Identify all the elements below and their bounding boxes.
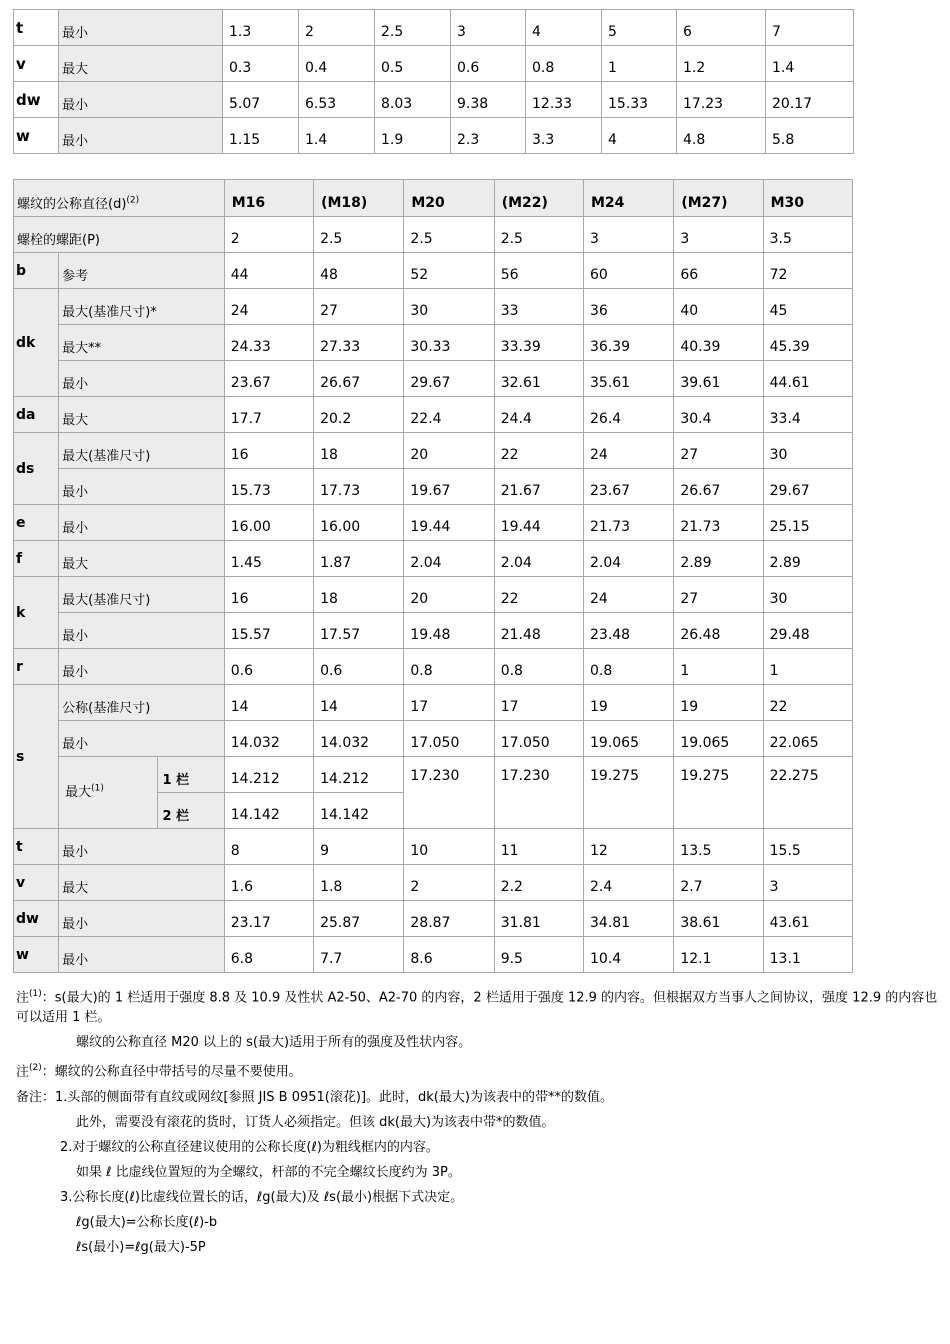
top-row-t xyxy=(14,10,854,46)
row-label: 最小 xyxy=(59,469,225,505)
value-cell: 17.230 xyxy=(494,757,583,829)
pitch-value: 3 xyxy=(674,217,763,253)
row-symbol: s xyxy=(14,685,59,829)
value-cell: 17.73 xyxy=(314,469,404,505)
row-symbol: w xyxy=(14,937,59,973)
value-cell: 0.3 xyxy=(223,46,299,82)
remark-3: 3.公称长度(ℓ)比虚线位置长的话，ℓg(最大)及 ℓs(最小)根据下式决定。 xyxy=(60,1189,464,1205)
value-cell: 7 xyxy=(766,10,854,46)
value-cell: 17.57 xyxy=(314,613,404,649)
row-label: 最小 xyxy=(59,721,225,757)
value-cell: 2.04 xyxy=(584,541,674,577)
value-cell: 52 xyxy=(404,253,494,289)
value-cell: 21.73 xyxy=(674,505,763,541)
pitch-value: 2 xyxy=(224,217,313,253)
value-cell: 16 xyxy=(224,433,313,469)
value-cell: 30 xyxy=(763,433,852,469)
row-label: 最小 xyxy=(59,361,225,397)
row-label: 最小 xyxy=(59,829,225,865)
value-cell: 29.67 xyxy=(763,469,852,505)
formula-lg: ℓg(最大)=公称长度(ℓ)-b xyxy=(76,1214,218,1230)
value-cell: 19.275 xyxy=(584,757,674,829)
row-label: 最大 xyxy=(59,541,225,577)
value-cell: 17.050 xyxy=(494,721,583,757)
row-v xyxy=(14,865,853,901)
value-cell: 10.4 xyxy=(584,937,674,973)
value-cell: 28.87 xyxy=(404,901,494,937)
notes-section xyxy=(16,984,941,1258)
top-dimension-table xyxy=(13,9,854,154)
note-prefix: 注 xyxy=(16,1064,30,1080)
value-cell: 15.33 xyxy=(602,82,677,118)
value-cell: 2.89 xyxy=(674,541,763,577)
value-cell: 40.39 xyxy=(674,325,763,361)
value-cell: 66 xyxy=(674,253,763,289)
note-2 xyxy=(16,1058,941,1082)
note-mark: (2) xyxy=(29,1063,42,1074)
value-cell: 3.3 xyxy=(526,118,602,154)
value-cell: 27 xyxy=(674,433,763,469)
value-cell: 13.5 xyxy=(674,829,763,865)
size-header: (M18) xyxy=(314,180,404,217)
value-cell: 15.5 xyxy=(763,829,852,865)
row-symbol: w xyxy=(14,118,59,154)
value-cell: 20 xyxy=(404,433,494,469)
value-cell: 0.8 xyxy=(494,649,583,685)
row-symbol: e xyxy=(14,505,59,541)
value-cell: 23.67 xyxy=(224,361,313,397)
value-cell: 25.87 xyxy=(314,901,404,937)
value-cell: 2.04 xyxy=(404,541,494,577)
s-max-label xyxy=(59,757,157,829)
pitch-value: 3.5 xyxy=(763,217,852,253)
value-cell: 30.33 xyxy=(404,325,494,361)
note-1-sub: 螺纹的公称直径 M20 以上的 s(最大)适用于所有的强度及性状内容。 xyxy=(76,1035,472,1051)
value-cell: 30 xyxy=(763,577,852,613)
value-cell: 40 xyxy=(674,289,763,325)
remark-1 xyxy=(16,1088,941,1108)
row-symbol: t xyxy=(14,10,59,46)
size-header: (M27) xyxy=(674,180,763,217)
row-label: 最小 xyxy=(59,82,223,118)
value-cell: 44.61 xyxy=(763,361,852,397)
value-cell: 35.61 xyxy=(584,361,674,397)
remark-text: 1.头部的侧面带有直纹或网纹[参照 JIS B 0951(滚花)]。此时，dk(最大)为该表中的带**的数值。 xyxy=(55,1089,613,1105)
value-cell: 22 xyxy=(494,577,583,613)
value-cell: 15.73 xyxy=(224,469,313,505)
value-cell: 2.3 xyxy=(451,118,526,154)
value-cell: 2.5 xyxy=(375,10,451,46)
pitch-value: 2.5 xyxy=(404,217,494,253)
value-cell: 19 xyxy=(584,685,674,721)
value-cell: 2.4 xyxy=(584,865,674,901)
value-cell: 36 xyxy=(584,289,674,325)
header-note-mark: (2) xyxy=(126,195,140,206)
value-cell: 14.142 xyxy=(314,793,404,829)
row-dk xyxy=(14,361,853,397)
row-f xyxy=(14,541,853,577)
value-cell: 72 xyxy=(763,253,852,289)
value-cell: 29.67 xyxy=(404,361,494,397)
row-label: 最小 xyxy=(59,118,223,154)
value-cell: 19.065 xyxy=(584,721,674,757)
row-ds xyxy=(14,433,853,469)
value-cell: 31.81 xyxy=(494,901,583,937)
row-label: 最小 xyxy=(59,649,225,685)
value-cell: 33.4 xyxy=(763,397,852,433)
row-k xyxy=(14,577,853,613)
value-cell: 2.2 xyxy=(494,865,583,901)
row-symbol: v xyxy=(14,46,59,82)
value-cell: 1.9 xyxy=(375,118,451,154)
value-cell: 27.33 xyxy=(314,325,404,361)
value-cell: 24 xyxy=(224,289,313,325)
pitch-value: 3 xyxy=(584,217,674,253)
value-cell: 1.8 xyxy=(314,865,404,901)
value-cell: 1.45 xyxy=(224,541,313,577)
value-cell: 19.44 xyxy=(494,505,583,541)
value-cell: 22.065 xyxy=(763,721,852,757)
value-cell: 39.61 xyxy=(674,361,763,397)
note-text: ：s(最大)的 1 栏适用于强度 8.8 及 10.9 及性状 A2-50、A2-70 的内容，2 栏适用于强度 12.9 的内容。但根据双方当事人之间协议，强度 12.9 的内容也可以适用 1 栏。 xyxy=(16,990,938,1026)
value-cell: 22.275 xyxy=(763,757,852,829)
value-cell: 5.8 xyxy=(766,118,854,154)
remarks-label: 备注： xyxy=(16,1089,56,1105)
value-cell: 20 xyxy=(404,577,494,613)
note-prefix: 注 xyxy=(16,990,30,1006)
value-cell: 14.032 xyxy=(224,721,313,757)
value-cell: 0.6 xyxy=(224,649,313,685)
top-row-v xyxy=(14,46,854,82)
value-cell: 16.00 xyxy=(224,505,313,541)
value-cell: 14.032 xyxy=(314,721,404,757)
value-cell: 14 xyxy=(224,685,313,721)
value-cell: 27 xyxy=(314,289,404,325)
value-cell: 5.07 xyxy=(223,82,299,118)
row-r xyxy=(14,649,853,685)
value-cell: 12 xyxy=(584,829,674,865)
value-cell: 32.61 xyxy=(494,361,583,397)
value-cell: 1 xyxy=(763,649,852,685)
row-symbol: f xyxy=(14,541,59,577)
value-cell: 17 xyxy=(404,685,494,721)
row-e xyxy=(14,505,853,541)
b-dk-da-ds-e-f-k-r-group xyxy=(14,253,853,685)
row-da xyxy=(14,397,853,433)
header-label: 螺纹的公称直径(d) xyxy=(17,197,127,212)
value-cell: 3 xyxy=(763,865,852,901)
row-label: 最小 xyxy=(59,901,225,937)
row-symbol: k xyxy=(14,577,59,649)
value-cell: 23.67 xyxy=(584,469,674,505)
value-cell: 8 xyxy=(224,829,313,865)
row-label: 最小 xyxy=(59,505,225,541)
value-cell: 9.5 xyxy=(494,937,583,973)
row-symbol: b xyxy=(14,253,59,289)
remark-2-sub: 如果 ℓ 比虚线位置短的为全螺纹，杆部的不完全螺纹长度约为 3P。 xyxy=(76,1164,461,1180)
formula-ls: ℓs(最小)=ℓg(最大)-5P xyxy=(76,1239,206,1255)
value-cell: 21.73 xyxy=(584,505,674,541)
t-v-dw-w-group xyxy=(14,829,853,973)
top-table-body xyxy=(14,10,854,154)
value-cell: 1 xyxy=(602,46,677,82)
value-cell: 21.67 xyxy=(494,469,583,505)
value-cell: 1.4 xyxy=(766,46,854,82)
value-cell: 10 xyxy=(404,829,494,865)
row-b xyxy=(14,253,853,289)
row-label: 最大(基准尺寸) xyxy=(59,433,225,469)
top-row-dw xyxy=(14,82,854,118)
value-cell: 6.8 xyxy=(224,937,313,973)
value-cell: 22.4 xyxy=(404,397,494,433)
value-cell: 1.4 xyxy=(299,118,375,154)
row-t xyxy=(14,829,853,865)
value-cell: 30.4 xyxy=(674,397,763,433)
s-nominal-row xyxy=(14,685,853,721)
value-cell: 17.050 xyxy=(404,721,494,757)
size-header: M30 xyxy=(763,180,852,217)
value-cell: 11 xyxy=(494,829,583,865)
row-label: 最大 xyxy=(59,46,223,82)
value-cell: 26.4 xyxy=(584,397,674,433)
value-cell: 9 xyxy=(314,829,404,865)
row-w xyxy=(14,937,853,973)
row-symbol: da xyxy=(14,397,59,433)
value-cell: 33.39 xyxy=(494,325,583,361)
pitch-value: 2.5 xyxy=(494,217,583,253)
remark-1-sub: 此外，需要没有滚花的货时，订货人必须指定。但该 dk(最大)为该表中带*的数值。 xyxy=(76,1114,555,1130)
value-cell: 20.17 xyxy=(766,82,854,118)
value-cell: 48 xyxy=(314,253,404,289)
value-cell: 23.48 xyxy=(584,613,674,649)
row-dk xyxy=(14,325,853,361)
value-cell: 34.81 xyxy=(584,901,674,937)
top-row-w xyxy=(14,118,854,154)
row-symbol: r xyxy=(14,649,59,685)
value-cell: 12.33 xyxy=(526,82,602,118)
value-cell: 1.15 xyxy=(223,118,299,154)
value-cell: 38.61 xyxy=(674,901,763,937)
value-cell: 4 xyxy=(602,118,677,154)
value-cell: 17.7 xyxy=(224,397,313,433)
note-text: ：螺纹的公称直径中带括号的尽量不要使用。 xyxy=(41,1064,302,1080)
value-cell: 21.48 xyxy=(494,613,583,649)
value-cell: 6 xyxy=(677,10,766,46)
s-max-note-mark: (1) xyxy=(91,783,104,794)
row-symbol: v xyxy=(14,865,59,901)
size-header: M24 xyxy=(584,180,674,217)
value-cell: 14.212 xyxy=(224,757,313,793)
value-cell: 8.6 xyxy=(404,937,494,973)
value-cell: 25.15 xyxy=(763,505,852,541)
value-cell: 24 xyxy=(584,433,674,469)
note-1 xyxy=(16,984,941,1028)
value-cell: 24.33 xyxy=(224,325,313,361)
main-dimension-table xyxy=(13,179,853,973)
value-cell: 45.39 xyxy=(763,325,852,361)
value-cell: 23.17 xyxy=(224,901,313,937)
value-cell: 0.8 xyxy=(584,649,674,685)
value-cell: 2.04 xyxy=(494,541,583,577)
value-cell: 33 xyxy=(494,289,583,325)
value-cell: 22 xyxy=(494,433,583,469)
s-max-col1-row xyxy=(14,757,853,793)
value-cell: 15.57 xyxy=(224,613,313,649)
value-cell: 26.67 xyxy=(674,469,763,505)
value-cell: 45 xyxy=(763,289,852,325)
row-symbol: dk xyxy=(14,289,59,397)
row-k xyxy=(14,613,853,649)
value-cell: 1.2 xyxy=(677,46,766,82)
s-min-row xyxy=(14,721,853,757)
value-cell: 17.23 xyxy=(677,82,766,118)
pitch-value: 2.5 xyxy=(314,217,404,253)
row-label: 最大 xyxy=(59,865,225,901)
value-cell: 6.53 xyxy=(299,82,375,118)
value-cell: 16.00 xyxy=(314,505,404,541)
value-cell: 19.44 xyxy=(404,505,494,541)
row-symbol: ds xyxy=(14,433,59,505)
value-cell: 26.67 xyxy=(314,361,404,397)
col2-label: 2 栏 xyxy=(157,793,224,829)
value-cell: 9.38 xyxy=(451,82,526,118)
value-cell: 17 xyxy=(494,685,583,721)
value-cell: 29.48 xyxy=(763,613,852,649)
value-cell: 1 xyxy=(674,649,763,685)
value-cell: 2.89 xyxy=(763,541,852,577)
s-max-text: 最大 xyxy=(65,785,92,800)
row-label: 最大 xyxy=(59,397,225,433)
value-cell: 43.61 xyxy=(763,901,852,937)
value-cell: 14.142 xyxy=(224,793,313,829)
value-cell: 0.4 xyxy=(299,46,375,82)
value-cell: 0.8 xyxy=(404,649,494,685)
row-dk xyxy=(14,289,853,325)
nominal-diameter-header xyxy=(14,180,225,217)
value-cell: 4.8 xyxy=(677,118,766,154)
row-dw xyxy=(14,901,853,937)
value-cell: 22 xyxy=(763,685,852,721)
value-cell: 18 xyxy=(314,577,404,613)
value-cell: 19.67 xyxy=(404,469,494,505)
value-cell: 0.5 xyxy=(375,46,451,82)
value-cell: 19.275 xyxy=(674,757,763,829)
value-cell: 18 xyxy=(314,433,404,469)
value-cell: 1.6 xyxy=(224,865,313,901)
value-cell: 0.6 xyxy=(451,46,526,82)
value-cell: 1.3 xyxy=(223,10,299,46)
value-cell: 20.2 xyxy=(314,397,404,433)
row-label: 参考 xyxy=(59,253,225,289)
row-label: 公称(基准尺寸) xyxy=(59,685,225,721)
value-cell: 27 xyxy=(674,577,763,613)
value-cell: 2 xyxy=(299,10,375,46)
value-cell: 12.1 xyxy=(674,937,763,973)
value-cell: 17.230 xyxy=(404,757,494,829)
value-cell: 13.1 xyxy=(763,937,852,973)
value-cell: 24.4 xyxy=(494,397,583,433)
value-cell: 3 xyxy=(451,10,526,46)
value-cell: 19.065 xyxy=(674,721,763,757)
pitch-row xyxy=(14,217,853,253)
value-cell: 7.7 xyxy=(314,937,404,973)
value-cell: 14.212 xyxy=(314,757,404,793)
s-group xyxy=(14,685,853,829)
value-cell: 8.03 xyxy=(375,82,451,118)
row-label: 最大(基准尺寸)* xyxy=(59,289,225,325)
row-symbol: t xyxy=(14,829,59,865)
row-label: 最大(基准尺寸) xyxy=(59,577,225,613)
value-cell: 1.87 xyxy=(314,541,404,577)
row-symbol: dw xyxy=(14,901,59,937)
value-cell: 19 xyxy=(674,685,763,721)
value-cell: 5 xyxy=(602,10,677,46)
value-cell: 24 xyxy=(584,577,674,613)
size-header: (M22) xyxy=(494,180,583,217)
value-cell: 19.48 xyxy=(404,613,494,649)
row-label: 最小 xyxy=(59,937,225,973)
value-cell: 60 xyxy=(584,253,674,289)
value-cell: 16 xyxy=(224,577,313,613)
header-row xyxy=(14,180,853,217)
value-cell: 4 xyxy=(526,10,602,46)
row-symbol: dw xyxy=(14,82,59,118)
col1-label: 1 栏 xyxy=(157,757,224,793)
value-cell: 56 xyxy=(494,253,583,289)
value-cell: 2.7 xyxy=(674,865,763,901)
value-cell: 30 xyxy=(404,289,494,325)
value-cell: 0.6 xyxy=(314,649,404,685)
pitch-label: 螺栓的螺距(P) xyxy=(14,217,225,253)
size-header: M16 xyxy=(224,180,313,217)
row-label: 最大** xyxy=(59,325,225,361)
value-cell: 44 xyxy=(224,253,313,289)
value-cell: 0.8 xyxy=(526,46,602,82)
value-cell: 26.48 xyxy=(674,613,763,649)
row-ds xyxy=(14,469,853,505)
value-cell: 36.39 xyxy=(584,325,674,361)
remark-2: 2.对于螺纹的公称直径建议使用的公称长度(ℓ)为粗线框内的内容。 xyxy=(60,1139,439,1155)
value-cell: 14 xyxy=(314,685,404,721)
row-label: 最小 xyxy=(59,10,223,46)
value-cell: 2 xyxy=(404,865,494,901)
size-header: M20 xyxy=(404,180,494,217)
row-label: 最小 xyxy=(59,613,225,649)
note-mark: (1) xyxy=(29,989,42,999)
